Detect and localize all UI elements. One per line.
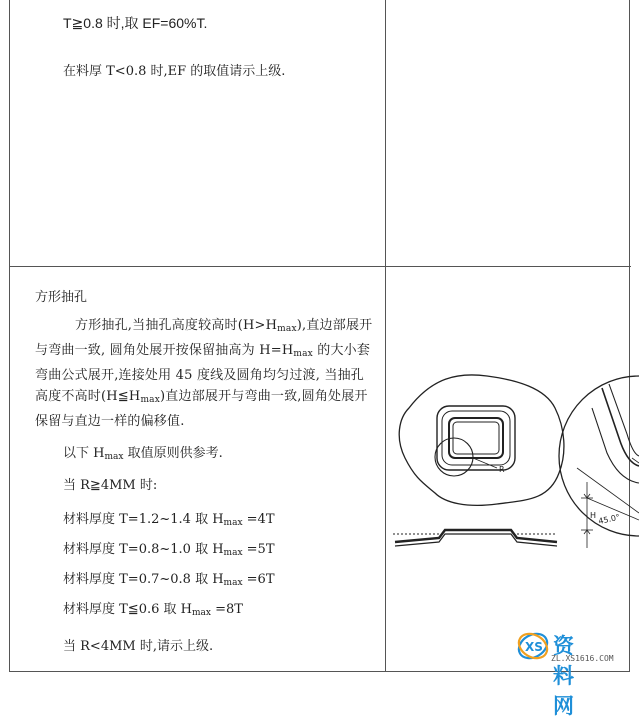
paragraph-part: ),直边部展开与弯曲一致, 圆角处展开按保留抽高为 H=H <box>35 318 373 358</box>
rule-sub: max <box>223 548 243 558</box>
watermark-logo-icon <box>515 628 551 664</box>
svg-text:XS: XS <box>525 640 543 654</box>
column-divider <box>385 0 386 672</box>
top-rule-text: T≧0.8 时,取 EF=60%T. <box>63 15 208 31</box>
blank-outline <box>399 375 564 505</box>
section-title: 方形抽孔 <box>35 290 88 305</box>
rule-line <box>63 538 275 558</box>
rule-line <box>63 598 243 618</box>
rule-post: =8T <box>210 602 243 617</box>
paragraph-part: 的大小套弯曲公式展开,连接处用 45 度线及圆角均匀过渡, 当抽孔高度不高时(H≦H <box>35 343 371 404</box>
condition-text: 当 R≧4MM 时: <box>63 478 158 493</box>
watermark-brand: 资料网 <box>553 634 575 718</box>
section-paragraph <box>35 315 375 432</box>
radius-label: R <box>499 465 505 474</box>
rule-pre: 材料厚度 T=0.7~0.8 取 H <box>63 572 224 587</box>
rule-sub: max <box>191 608 211 618</box>
footer-note: 当 R<4MM 时,请示上级. <box>63 639 214 654</box>
paragraph-part: )直边部展开与弯曲一致,圆角处展开保留与直边一样的偏移值. <box>35 389 368 429</box>
ref-pre: 以下 H <box>63 446 105 461</box>
rule-sub: max <box>223 578 243 588</box>
paragraph-sub: max <box>277 324 297 334</box>
watermark-url: ZL.XS1616.COM <box>551 654 614 663</box>
height-label: H <box>590 511 597 520</box>
paragraph-sub: max <box>140 395 161 405</box>
ref-sub: max <box>104 452 124 462</box>
top-note-text: 在料厚 T<0.8 时,EF 的取值请示上级. <box>63 64 286 79</box>
figure-drawing <box>387 268 639 671</box>
rule-pre: 材料厚度 T=0.8~1.0 取 H <box>63 542 224 557</box>
rule-sub: max <box>223 518 243 528</box>
paragraph-sub: max <box>293 349 313 359</box>
rule-post: =4T <box>242 512 275 527</box>
content-table <box>9 0 630 672</box>
paragraph-part: 方形抽孔,当抽孔高度较高时(H>H <box>75 318 278 333</box>
reference-note <box>63 442 223 462</box>
square-hole-figure <box>387 268 639 671</box>
rule-pre: 材料厚度 T=1.2~1.4 取 H <box>63 512 224 527</box>
row-divider <box>10 266 631 267</box>
rule-line <box>63 568 275 588</box>
ref-post: 取值原则供参考. <box>123 446 223 461</box>
rule-post: =5T <box>242 542 275 557</box>
rule-pre: 材料厚度 T≦0.6 取 H <box>63 602 192 617</box>
rule-post: =6T <box>242 572 275 587</box>
angle-label: 45.0° <box>597 512 621 526</box>
rule-line <box>63 508 275 528</box>
